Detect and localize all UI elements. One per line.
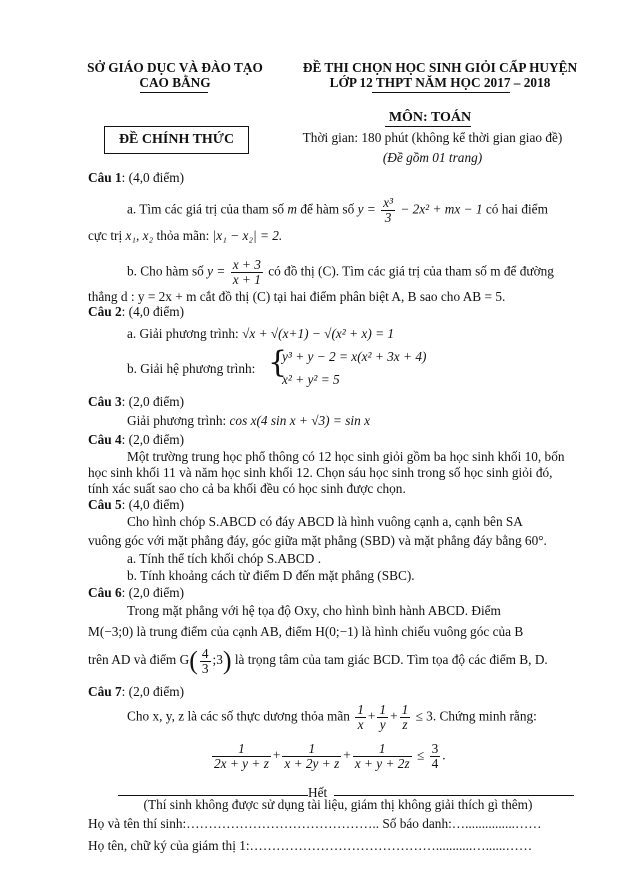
q1a-line2: cực trị x₁, x₂ thỏa mãn: |x₁ − x₂| = 2. <box>88 228 283 243</box>
q5-line1: Cho hình chóp S.ABCD có đáy ABCD là hình vuông cạnh a, cạnh bên SA <box>127 514 523 529</box>
g-x-fraction: $\frac{4}{3}$ <box>201 645 209 676</box>
q6-line1: Trong mặt phẳng với hệ tọa độ Oxy, cho hình bình hành ABCD. Điểm <box>127 603 501 618</box>
q6-line2: M(−3;0) là trung điểm của cạnh AB, điểm H(0;−1) là hình chiếu vuông góc của B <box>88 624 524 639</box>
end-line-right <box>334 795 574 796</box>
q5-line2: vuông góc với mặt phẳng đáy, góc giữa mặt phẳng (SBD) và mặt phẳng đáy bằng 60°. <box>88 533 547 548</box>
q3-heading: Câu 3: (2,0 điểm) <box>88 394 185 409</box>
q4-line2: học sinh khối 11 và năm học sinh khối 12. Chọn sáu học sinh trong số học sinh giỏi đó, <box>88 465 553 480</box>
province-name: CAO BẰNG <box>139 75 211 90</box>
q4-heading: Câu 4: (2,0 điểm) <box>88 432 185 447</box>
q2-heading: Câu 2: (4,0 điểm) <box>88 304 185 319</box>
q2b-eq2: x² + y² = 5 <box>282 372 340 387</box>
q1a-line1: a. Tìm các giá trị của tham số m để hàm số y = $\frac{\text{x³}}{3}$ − 2x² + mx − 1 có hai điểm <box>127 195 548 225</box>
q5-heading: Câu 5: (4,0 điểm) <box>88 497 185 512</box>
candidate-field: Họ và tên thí sinh:…………………………………….. Số báo danh:…...............…… <box>88 816 542 831</box>
exam-title: ĐỀ THI CHỌN HỌC SINH GIỎI CẤP HUYỆN <box>302 60 578 75</box>
system-brace: { <box>268 345 288 380</box>
q7-heading: Câu 7: (2,0 điểm) <box>88 684 185 699</box>
official-label: ĐỀ CHÍNH THỨC <box>118 132 235 147</box>
q3-body: Giải phương trình: cos x(4 sin x + √3) = sin x <box>127 413 370 428</box>
subject-underline <box>385 126 471 127</box>
subject: MÔN: TOÁN <box>388 110 472 125</box>
q1b-fraction: $\frac{x + 3}{x + 1}$ <box>232 257 261 287</box>
q5b: b. Tính khoảng cách từ điểm D đến mặt phẳng (SBC). <box>127 568 415 583</box>
end-marker: Hết <box>308 785 328 800</box>
q1b-line2: thẳng d : y = 2x + m cắt đồ thị (C) tại hai điểm phân biệt A, B sao cho AB = 5. <box>88 289 506 304</box>
page-count: (Đề gồm 01 trang) <box>382 150 483 165</box>
q2b-label: b. Giải hệ phương trình: <box>127 361 256 376</box>
department-name: SỞ GIÁO DỤC VÀ ĐÀO TẠO <box>87 60 263 75</box>
end-line-left <box>118 795 308 796</box>
q1-heading: Câu 1: (4,0 điểm) <box>88 170 185 185</box>
exam-grade-year: LỚP 12 THPT NĂM HỌC 2017 – 2018 <box>329 75 551 90</box>
q6-heading: Câu 6: (2,0 điểm) <box>88 585 185 600</box>
q2a: a. Giải phương trình: √x + √(x+1) − √(x² + x) = 1 <box>127 326 395 341</box>
q4-line3: tính xác suất sao cho cả ba khối đều có học sinh được chọn. <box>88 481 406 496</box>
q2b-eq1: y³ + y − 2 = x(x² + 3x + 4) <box>282 349 427 364</box>
header-underline-right <box>372 92 510 93</box>
q7-condition: Cho x, y, z là các số thực dương thỏa mãn $\frac{1}{x}$ + $\frac{1}{y}$ + $\frac{1}{z}$ ≤ 3. Chứng minh rằng: <box>127 702 537 732</box>
header-underline-left <box>140 92 208 93</box>
q1b-line1: b. Cho hàm số y = $\frac{x + 3}{x + 1}$ có đồ thị (C). Tìm các giá trị của tham số m để đường <box>127 257 554 287</box>
q1a-fraction: $\frac{\text{x³}}{3}$ <box>383 195 393 225</box>
proctor-field: Họ tên, chữ ký của giám thị 1:……………………………………...........…......…… <box>88 838 533 853</box>
q4-line1: Một trường trung học phổ thông có 12 học sinh giỏi gồm ba học sinh khối 10, bốn <box>127 449 565 464</box>
q6-line3: trên AD và điểm G( $\frac{4}{3}$ ;3) là trọng tâm của tam giác BCD. Tìm tọa độ các điểm B, D. <box>88 645 548 676</box>
q7-inequality: $\frac{1}{2x + y + z}$ + $\frac{1}{x + 2y + z}$ + $\frac{1}{x + y + 2z}$ ≤ $\frac{3}{4}$ . <box>214 741 446 771</box>
time-limit: Thời gian: 180 phút (không kể thời gian giao đề) <box>302 130 563 145</box>
q5a: a. Tính thể tích khối chóp S.ABCD . <box>127 551 322 566</box>
footer-note: (Thí sinh không được sử dụng tài liệu, giám thị không giải thích gì thêm) <box>143 797 533 812</box>
